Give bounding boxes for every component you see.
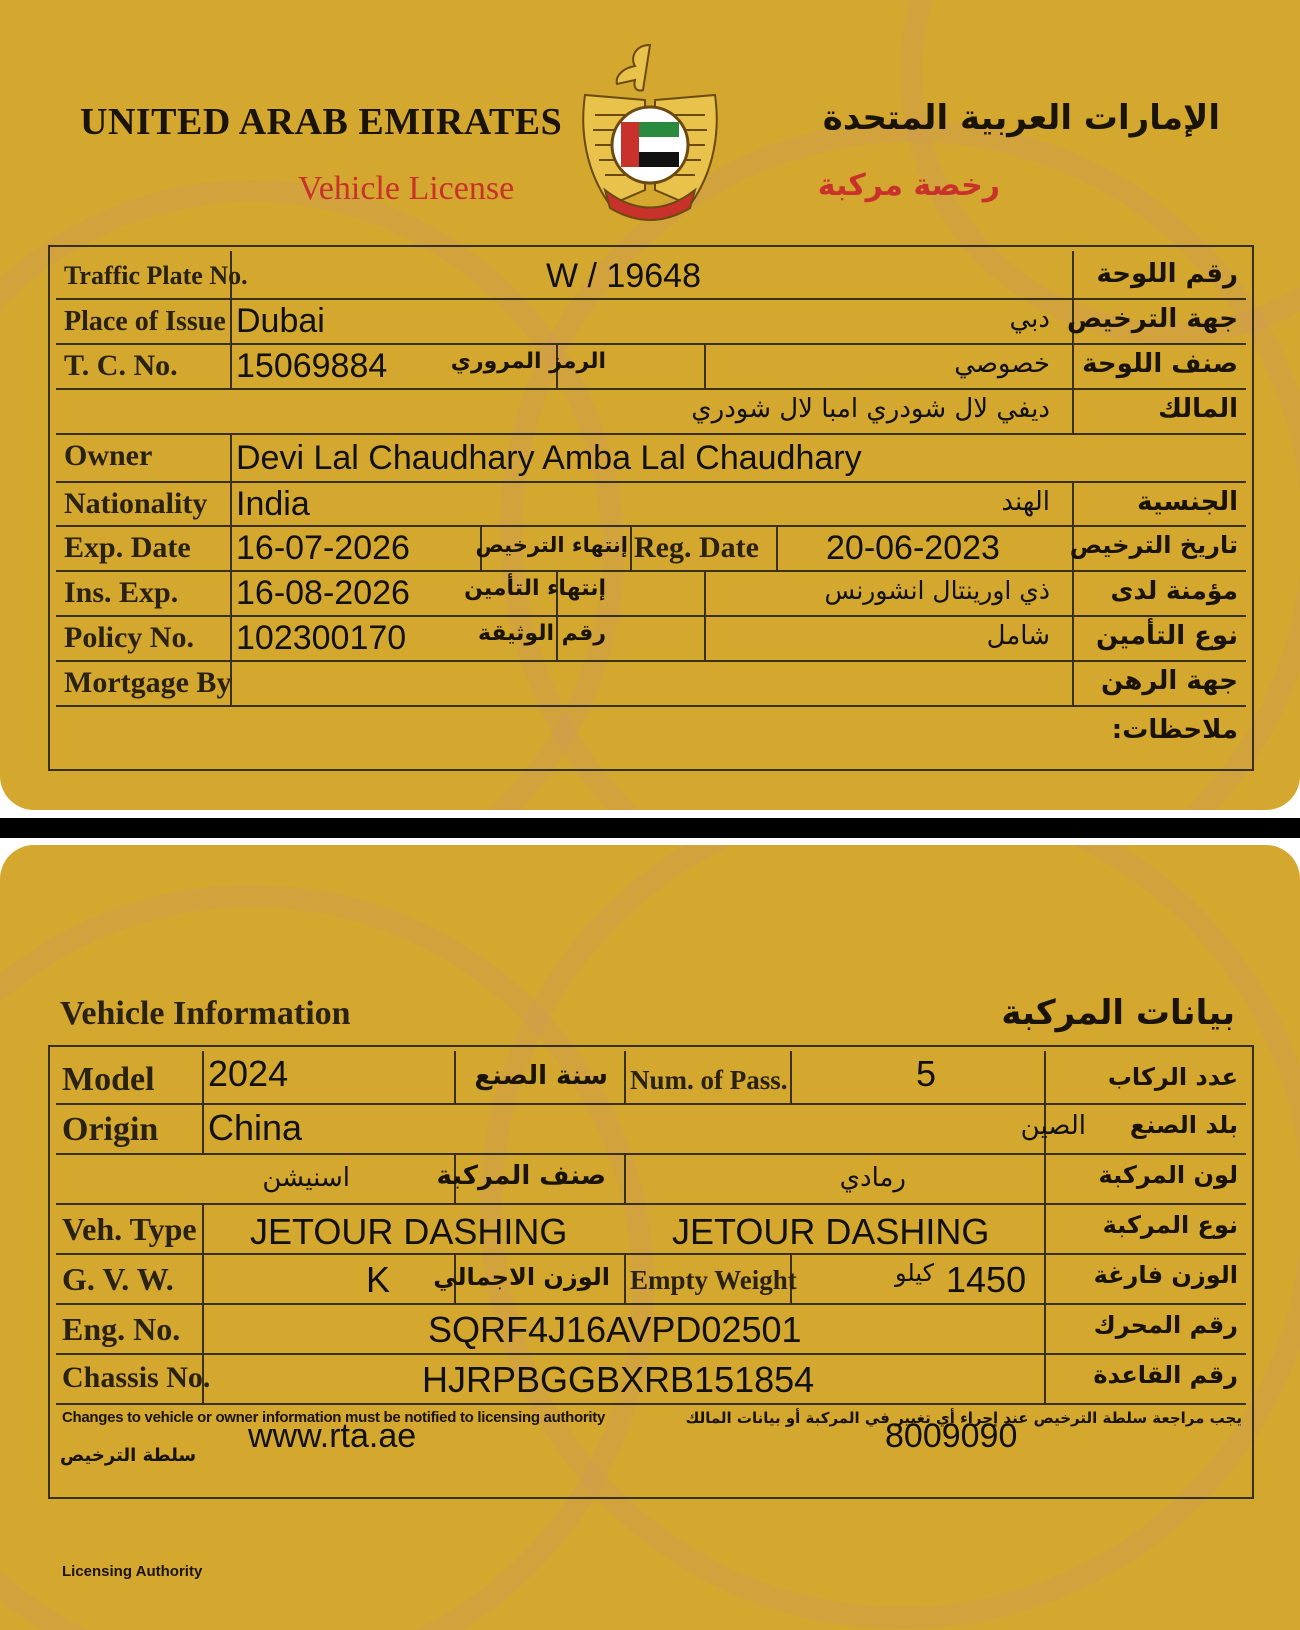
passengers-value: 5: [916, 1053, 937, 1094]
chassis-value: HJRPBGGBXRB151854: [422, 1359, 815, 1400]
remarks-row: [56, 705, 1246, 761]
insurance-type-label-ar: نوع التأمين: [1095, 621, 1238, 651]
vehicle-class-value-ar: اسنيشن: [262, 1163, 350, 1193]
place-label-en: Place of Issue: [64, 306, 226, 337]
notice-ar: يجب مراجعة سلطة الترخيص عند إجراء أي تغيير في المركبة أو بيانات المالك: [685, 1409, 1242, 1427]
model-row: [56, 1051, 1246, 1105]
owner-ar-row: [56, 388, 1246, 435]
authority-en: Licensing Authority: [62, 1563, 203, 1580]
ins-exp-mid-label-ar: إنتهاء التأمين: [464, 576, 606, 601]
nationality-label-en: Nationality: [64, 487, 208, 520]
chassis-label-ar: رقم القاعدة: [1093, 1361, 1238, 1389]
rta-logo: [60, 1445, 196, 1466]
tc-value: 15069884: [236, 347, 388, 385]
notice-row: [56, 1403, 1246, 1437]
plate-category-label-ar: صنف اللوحة: [1082, 349, 1238, 379]
engine-row: [56, 1303, 1246, 1355]
engine-value: SQRF4J16AVPD02501: [428, 1309, 802, 1350]
vehicle-license-front: [0, 0, 1300, 810]
gvw-row: [56, 1253, 1246, 1305]
policy-value: 102300170: [236, 619, 407, 657]
passengers-label-en: Num. of Pass.: [630, 1065, 788, 1095]
remarks-label-ar: ملاحظات:: [1111, 715, 1238, 745]
owner-value-ar: ديفي لال شودري امبا لال شودري: [691, 394, 1050, 424]
insurance-type-value-ar: شامل: [986, 621, 1050, 651]
reg-date-value: 20-06-2023: [826, 529, 1000, 567]
model-mid-label-ar: سنة الصنع: [474, 1061, 608, 1091]
origin-value-ar: الصين: [1020, 1111, 1086, 1141]
plate-label-en: Traffic Plate No.: [64, 261, 248, 290]
vehicle-license-back: [0, 845, 1300, 1630]
tc-mid-label-ar: الرمز المروري: [450, 349, 606, 374]
policy-mid-label-ar: رقم الوثيقة: [478, 621, 606, 646]
place-row: [56, 298, 1246, 345]
tc-label-en: T. C. No.: [64, 349, 178, 382]
gvw-label-en: G. V. W.: [62, 1261, 174, 1297]
color-row: [56, 1153, 1246, 1205]
origin-label-ar: بلد الصنع: [1129, 1111, 1238, 1139]
tc-row: [56, 343, 1246, 390]
plate-row: [56, 251, 1246, 300]
place-label-ar: جهة الترخيص: [1066, 304, 1238, 334]
chassis-row: [56, 1353, 1246, 1405]
empty-weight-label-ar: الوزن فارغة: [1093, 1261, 1238, 1289]
mortgage-label-ar: جهة الرهن: [1101, 666, 1238, 696]
color-value-ar: رمادي: [839, 1163, 906, 1193]
license-details-table: [48, 245, 1254, 771]
plate-value: W / 19648: [546, 257, 701, 295]
model-label-en: Model: [62, 1061, 155, 1098]
owner-value: Devi Lal Chaudhary Amba Lal Chaudhary: [236, 439, 862, 477]
phone-number: 8009090: [885, 1417, 1018, 1455]
mortgage-label-en: Mortgage By: [64, 666, 232, 699]
insurer-value-ar: ذي اورينتال انشورنس: [824, 576, 1050, 605]
nationality-value-ar: الهند: [1001, 487, 1050, 517]
model-value: 2024: [208, 1053, 289, 1094]
insurance-row: [56, 570, 1246, 617]
chassis-label-en: Chassis No.: [62, 1361, 211, 1394]
authority-ar: سلطة الترخيص: [60, 1445, 197, 1466]
owner-row: [56, 433, 1246, 483]
gvw-value: K: [366, 1259, 391, 1300]
owner-label-en: Owner: [64, 439, 153, 472]
exp-date-label-en: Exp. Date: [64, 531, 191, 564]
exp-date-value: 16-07-2026: [236, 529, 410, 567]
insurer-label-ar: مؤمنة لدى: [1110, 576, 1238, 605]
ins-exp-label-en: Ins. Exp.: [64, 576, 179, 609]
origin-value: China: [208, 1107, 303, 1148]
vehicle-info-title-en: Vehicle Information: [60, 995, 351, 1032]
veh-type-value: JETOUR DASHING: [250, 1211, 568, 1252]
veh-type-row: [56, 1203, 1246, 1255]
vehicle-info-table: [48, 1045, 1254, 1499]
nationality-value: India: [236, 485, 310, 523]
vehicle-class-label-ar: صنف المركبة: [436, 1161, 606, 1191]
nationality-row: [56, 481, 1246, 527]
policy-row: [56, 615, 1246, 662]
license-date-label-ar: تاريخ الترخيص: [1069, 531, 1238, 559]
origin-label-en: Origin: [62, 1111, 159, 1148]
notice-en: Changes to vehicle or owner information must be notified to licensing authority: [62, 1409, 606, 1426]
gvw-mid-label-ar: الوزن الاجمالي: [433, 1263, 610, 1291]
country-name-ar: الإمارات العربية المتحدة: [822, 98, 1220, 138]
place-value-ar: دبي: [1009, 304, 1050, 334]
mortgage-row: [56, 660, 1246, 707]
weight-unit-ar: كيلو: [894, 1259, 934, 1287]
plate-label-ar: رقم اللوحة: [1096, 259, 1238, 289]
engine-label-en: Eng. No.: [62, 1311, 181, 1347]
empty-weight-value: 1450: [946, 1259, 1027, 1300]
engine-label-ar: رقم المحرك: [1093, 1311, 1238, 1339]
license-title-ar: رخصة مركبة: [817, 168, 1000, 203]
policy-label-en: Policy No.: [64, 621, 194, 654]
dates-row: [56, 525, 1246, 572]
reg-date-label-en: Reg. Date: [634, 531, 759, 564]
uae-falcon-emblem-icon: [575, 40, 725, 225]
license-title-en: Vehicle License: [298, 170, 515, 207]
vehicle-info-title-ar: بيانات المركبة: [1001, 993, 1235, 1033]
card-divider: [0, 810, 1300, 845]
passengers-label-ar: عدد الركاب: [1107, 1063, 1238, 1091]
veh-type-label-ar: نوع المركبة: [1102, 1211, 1238, 1239]
owner-label-ar: المالك: [1158, 394, 1238, 424]
color-label-ar: لون المركبة: [1098, 1161, 1238, 1189]
veh-type-label-en: Veh. Type: [62, 1211, 197, 1247]
ins-exp-value: 16-08-2026: [236, 574, 410, 612]
empty-weight-label-en: Empty Weight: [630, 1265, 797, 1295]
place-value: Dubai: [236, 302, 325, 340]
veh-type-value-2: JETOUR DASHING: [672, 1211, 990, 1252]
exp-date-mid-label-ar: إنتهاء الترخيص: [475, 533, 628, 557]
website-link[interactable]: www.rta.ae: [248, 1417, 417, 1455]
plate-category-value-ar: خصوصي: [954, 349, 1050, 379]
nationality-label-ar: الجنسية: [1137, 487, 1238, 517]
origin-row: [56, 1103, 1246, 1155]
country-name-en: UNITED ARAB EMIRATES: [80, 101, 563, 143]
